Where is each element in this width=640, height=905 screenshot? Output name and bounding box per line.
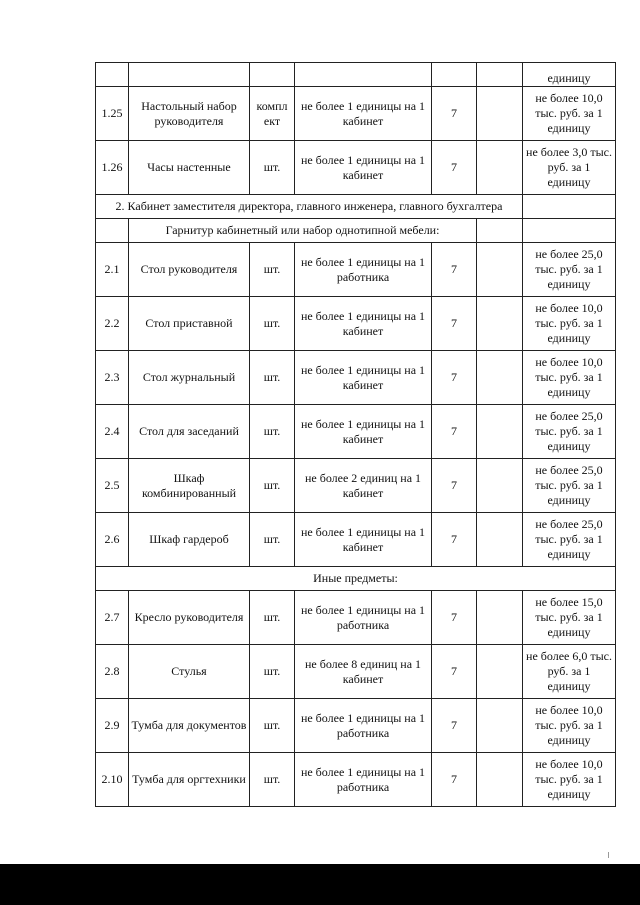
scan-mark <box>608 852 609 858</box>
table-row <box>96 141 616 195</box>
cell-number: 2.10 <box>96 753 129 807</box>
table-row <box>96 753 616 807</box>
cell-limit: не более 25,0 тыс. руб. за 1 единицу <box>523 405 616 459</box>
table-row-continued <box>96 63 616 87</box>
cell-unit: шт. <box>250 645 295 699</box>
cell-empty <box>477 645 523 699</box>
cell-norm: не более 1 единицы на 1 кабинет <box>295 297 432 351</box>
table-row <box>96 243 616 297</box>
cell-limit: не более 10,0 тыс. руб. за 1 единицу <box>523 87 616 141</box>
table-row <box>96 87 616 141</box>
cell-empty <box>477 459 523 513</box>
cell-empty <box>477 141 523 195</box>
cell-number: 2.9 <box>96 699 129 753</box>
cell-norm: не более 8 единиц на 1 кабинет <box>295 645 432 699</box>
cell-years: 7 <box>432 87 477 141</box>
norms-table <box>95 62 616 807</box>
cell-limit: не более 6,0 тыс. руб. за 1 единицу <box>523 645 616 699</box>
cell-name: Стол приставной <box>129 297 250 351</box>
cell-years: 7 <box>432 591 477 645</box>
cell-norm: не более 2 единиц на 1 кабинет <box>295 459 432 513</box>
cell-unit: шт. <box>250 459 295 513</box>
cell-empty <box>477 87 523 141</box>
subsection-row <box>96 567 616 591</box>
cell-empty <box>477 351 523 405</box>
cell-limit: не более 3,0 тыс. руб. за 1 единицу <box>523 141 616 195</box>
cell-years: 7 <box>432 459 477 513</box>
cell-years: 7 <box>432 405 477 459</box>
cell-years: 7 <box>432 141 477 195</box>
cell-years: 7 <box>432 351 477 405</box>
cell-name: Настольный набор руководителя <box>129 87 250 141</box>
cell-name: Стулья <box>129 645 250 699</box>
cell-years: 7 <box>432 297 477 351</box>
cell-empty <box>477 699 523 753</box>
cell-name: Тумба для документов <box>129 699 250 753</box>
cell-empty <box>477 513 523 567</box>
cell-limit: не более 15,0 тыс. руб. за 1 единицу <box>523 591 616 645</box>
cell-unit: шт. <box>250 753 295 807</box>
cell-norm: не более 1 единицы на 1 кабинет <box>295 87 432 141</box>
scan-bottom-edge <box>0 864 640 905</box>
cell-years: 7 <box>432 645 477 699</box>
subsection-title: Иные предметы: <box>96 567 616 591</box>
cell-name: Стол для заседаний <box>129 405 250 459</box>
cell-norm: не более 1 единицы на 1 кабинет <box>295 405 432 459</box>
cell-limit: не более 10,0 тыс. руб. за 1 единицу <box>523 753 616 807</box>
cell-years: 7 <box>432 243 477 297</box>
cell-limit-continued: единицу <box>523 63 616 87</box>
cell-empty <box>477 405 523 459</box>
cell-unit: шт. <box>250 297 295 351</box>
cell-unit: шт. <box>250 351 295 405</box>
cell-number: 2.2 <box>96 297 129 351</box>
section-row <box>96 195 616 219</box>
cell-years: 7 <box>432 699 477 753</box>
table-row <box>96 351 616 405</box>
cell-norm: не более 1 единицы на 1 работника <box>295 243 432 297</box>
cell-name: Кресло руководителя <box>129 591 250 645</box>
cell-number: 2.1 <box>96 243 129 297</box>
cell-limit: не более 10,0 тыс. руб. за 1 единицу <box>523 699 616 753</box>
cell-empty <box>477 297 523 351</box>
cell-name: Тумба для оргтехники <box>129 753 250 807</box>
cell-unit: шт. <box>250 513 295 567</box>
table-row <box>96 297 616 351</box>
cell-limit: не более 25,0 тыс. руб. за 1 единицу <box>523 243 616 297</box>
section-title: 2. Кабинет заместителя директора, главного инженера, главного бухгалтера <box>96 195 523 219</box>
cell-number: 2.6 <box>96 513 129 567</box>
cell-unit: шт. <box>250 405 295 459</box>
cell-empty <box>477 591 523 645</box>
cell-name: Стол руководителя <box>129 243 250 297</box>
subsection-row <box>96 219 616 243</box>
cell-empty <box>477 753 523 807</box>
cell-unit: шт. <box>250 141 295 195</box>
cell-limit: не более 10,0 тыс. руб. за 1 единицу <box>523 297 616 351</box>
cell-limit: не более 10,0 тыс. руб. за 1 единицу <box>523 351 616 405</box>
cell-norm: не более 1 единицы на 1 кабинет <box>295 141 432 195</box>
cell-number: 2.8 <box>96 645 129 699</box>
cell-unit: компл ект <box>250 87 295 141</box>
cell-norm: не более 1 единицы на 1 кабинет <box>295 351 432 405</box>
cell-name: Стол журнальный <box>129 351 250 405</box>
cell-years: 7 <box>432 513 477 567</box>
cell-name: Часы настенные <box>129 141 250 195</box>
cell-norm: не более 1 единицы на 1 кабинет <box>295 513 432 567</box>
table-row <box>96 405 616 459</box>
cell-years: 7 <box>432 753 477 807</box>
table-row <box>96 699 616 753</box>
table-row <box>96 513 616 567</box>
table-row <box>96 459 616 513</box>
cell-number: 1.26 <box>96 141 129 195</box>
cell-number: 2.3 <box>96 351 129 405</box>
cell-empty <box>477 243 523 297</box>
subsection-title: Гарнитур кабинетный или набор однотипной мебели: <box>129 219 477 243</box>
cell-number: 1.25 <box>96 87 129 141</box>
cell-unit: шт. <box>250 591 295 645</box>
cell-number: 2.4 <box>96 405 129 459</box>
cell-limit: не более 25,0 тыс. руб. за 1 единицу <box>523 513 616 567</box>
cell-limit: не более 25,0 тыс. руб. за 1 единицу <box>523 459 616 513</box>
cell-name: Шкаф гардероб <box>129 513 250 567</box>
cell-unit: шт. <box>250 699 295 753</box>
cell-norm: не более 1 единицы на 1 работника <box>295 753 432 807</box>
cell-number: 2.7 <box>96 591 129 645</box>
cell-number: 2.5 <box>96 459 129 513</box>
cell-norm: не более 1 единицы на 1 работника <box>295 591 432 645</box>
cell-unit: шт. <box>250 243 295 297</box>
cell-norm: не более 1 единицы на 1 работника <box>295 699 432 753</box>
table-row <box>96 645 616 699</box>
cell-name: Шкаф комбинированный <box>129 459 250 513</box>
table-row <box>96 591 616 645</box>
